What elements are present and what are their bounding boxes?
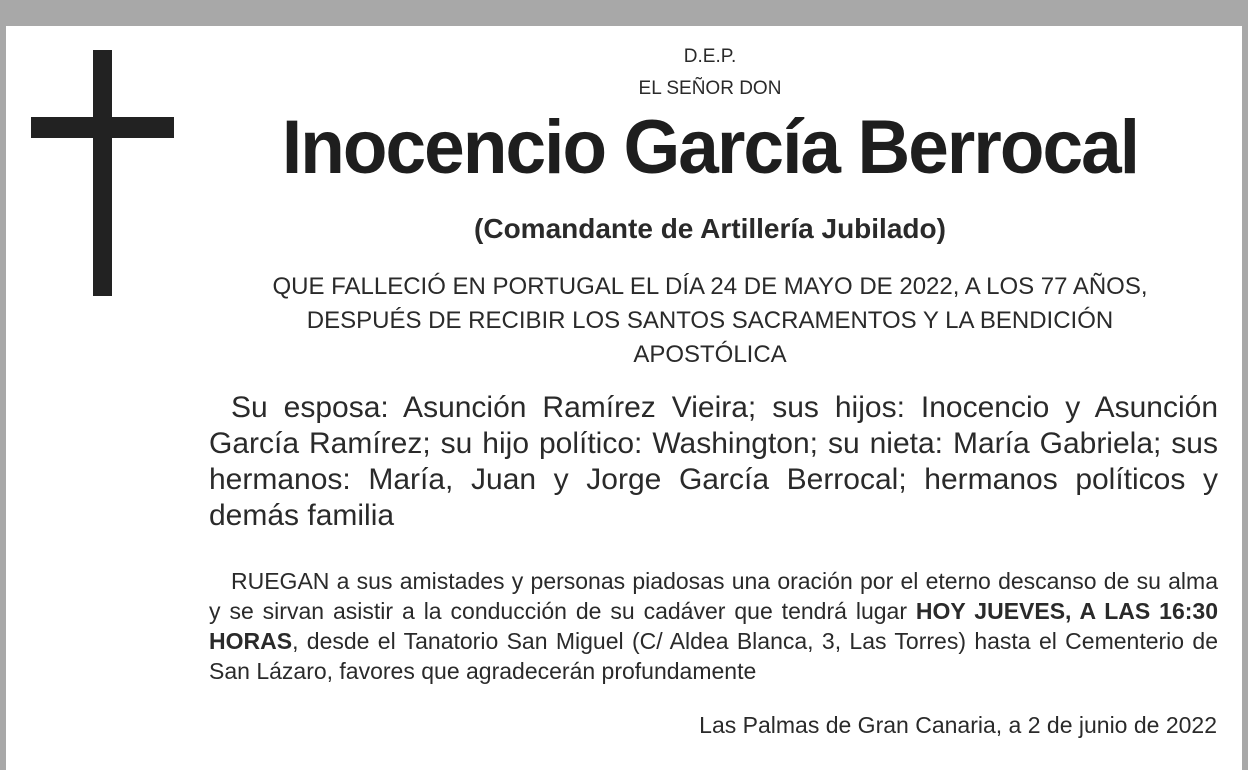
honorific: EL SEÑOR DON [638, 78, 782, 99]
request-text-part2: , desde el Tanatorio San Miguel (C/ Aldea Blanca, 3, Las Torres) hasta el Cementerio de San Lázaro, favores que agradecerán profundamente [209, 628, 1218, 684]
cross-horizontal-bar [31, 117, 174, 138]
death-statement: QUE FALLECIÓ EN PORTUGAL EL DÍA 24 DE MAYO DE 2022, A LOS 77 AÑOS, DESPUÉS DE RECIBIR LOS SANTOS SACRAMENTOS Y LA BENDICIÓN APOSTÓLICA [272, 273, 1148, 368]
place-date: Las Palmas de Gran Canaria, a 2 de junio de 2022 [699, 712, 1217, 738]
request-paragraph [209, 566, 1218, 686]
deceased-name: Inocencio García Berrocal [281, 105, 1139, 190]
request-date-time: HOY JUEVES, A LAS 16:30 HORAS [209, 598, 1218, 654]
request-text-part1: RUEGAN a sus amistades y personas piadosas una oración por el eterno descanso de su alma y se sirvan asistir a la conducción de su cadáver que tendrá lugar [209, 568, 1218, 624]
dep-heading: D.E.P. [683, 46, 737, 67]
family-paragraph: Su esposa: Asunción Ramírez Vieira; sus hijos: Inocencio y Asunción García Ramírez; su hijo político: Washington; su nieta: María Gabriela; sus hermanos: María, Juan y Jorge García Berrocal; hermanos políticos y demás familia [209, 391, 1218, 532]
deceased-rank: (Comandante de Artillería Jubilado) [474, 213, 946, 244]
left-frame-edge [0, 26, 6, 770]
cross-vertical-bar [93, 50, 112, 296]
right-frame-edge [1242, 26, 1248, 770]
top-frame-bar [0, 0, 1248, 26]
